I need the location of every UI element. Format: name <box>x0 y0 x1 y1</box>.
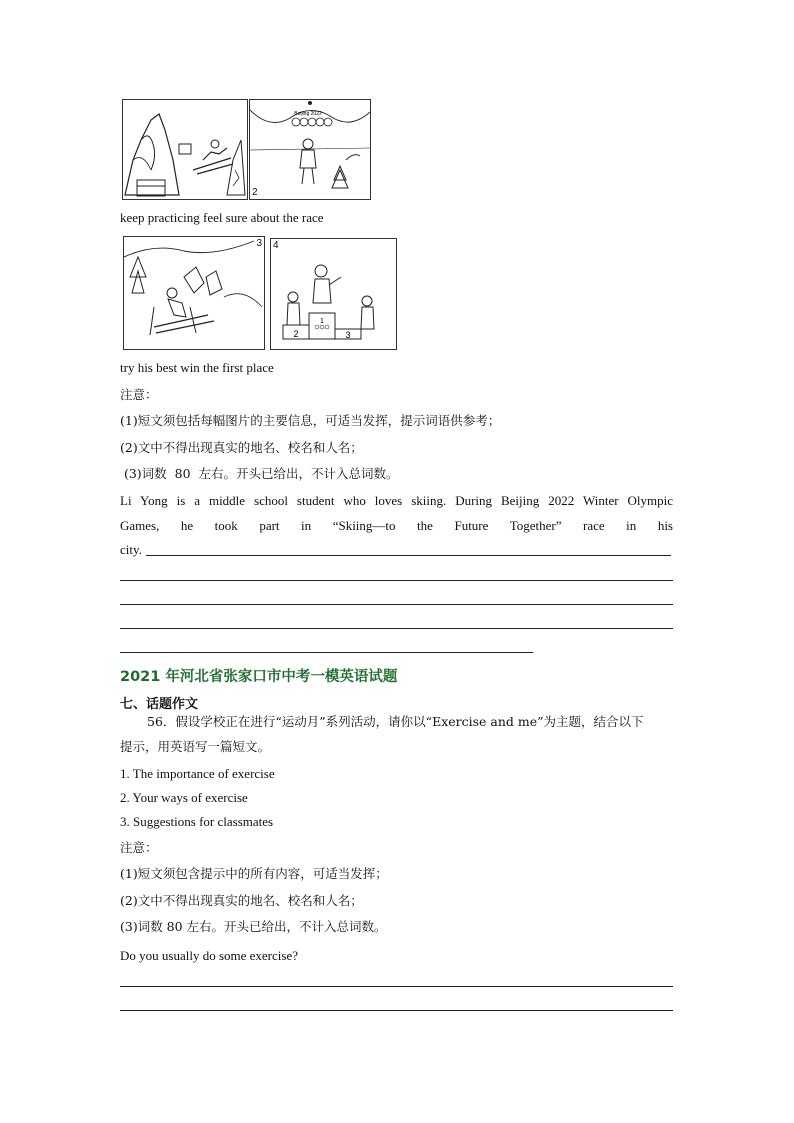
note-1-1: (1)短文须包括每幅图片的主要信息，可适当发挥，提示词语供参考； <box>120 413 501 428</box>
skier-training-drawing <box>124 237 264 349</box>
writing-line[interactable] <box>146 555 671 556</box>
picture-3-number: 3 <box>256 238 262 249</box>
writing-line[interactable] <box>120 628 673 629</box>
note-1-3: (3)词数 80 左右。开头已给出，不计入总词数。 <box>120 466 399 481</box>
writing-line[interactable] <box>120 604 673 605</box>
prompt-point-2: 2. Your ways of exercise <box>120 790 248 805</box>
skier-mountain-drawing <box>123 100 247 199</box>
notes-title-2: 注意： <box>120 840 158 855</box>
hint-words-row-2: try his best win the first place <box>120 360 274 375</box>
notes-title-1: 注意： <box>120 387 158 402</box>
picture-2-olympic-scene <box>249 99 371 200</box>
podium-second-label: 2 <box>293 329 299 339</box>
part-title: 七、话题作文 <box>120 697 199 712</box>
prompt-point-3: 3. Suggestions for classmates <box>120 814 274 829</box>
question-prompt-line-1: 56．假设学校正在进行“运动月”系列活动，请你以“Exercise and me”为主题，结合以下 <box>147 714 644 729</box>
note-2-3: (3)词数 80 左右。开头已给出，不计入总词数。 <box>120 919 387 934</box>
picture-4-number: 4 <box>273 240 279 251</box>
essay-opening-2: Do you usually do some exercise? <box>120 948 298 963</box>
note-1-2: (2)文中不得出现真实的地名、校名和人名； <box>120 440 363 455</box>
podium-first-label: 1 <box>320 318 324 325</box>
picture-2-number: 2 <box>252 187 258 198</box>
essay-opening-line-3: city. <box>120 542 142 557</box>
picture-4-podium-award <box>270 238 397 350</box>
writing-line[interactable] <box>120 1010 673 1011</box>
hint-words-row-1: keep practicing feel sure about the race <box>120 210 324 225</box>
picture-3-skier-training <box>123 236 265 350</box>
writing-line[interactable] <box>120 652 533 653</box>
note-2-1: (1)短文须包含提示中的所有内容，可适当发挥； <box>120 866 388 881</box>
note-2-2: (2)文中不得出现真实的地名、校名和人名； <box>120 893 363 908</box>
podium-award-drawing <box>271 239 396 349</box>
podium-third-label: 3 <box>345 330 351 340</box>
olympic-scene-drawing <box>250 100 370 199</box>
exam-title: 2021 年河北省张家口市中考一模英语试题 <box>120 669 398 685</box>
essay-opening-line-1: Li Yong is a middle school student who loves skiing. During Beijing 2022 Winter Olympic <box>120 493 673 508</box>
writing-line[interactable] <box>120 986 673 987</box>
essay-opening-line-2: Games, he took part in “Skiing—to the Future Together” race in his <box>120 518 673 533</box>
prompt-point-1: 1. The importance of exercise <box>120 766 275 781</box>
olympic-emblem-text: Beijing 2022 <box>294 111 322 117</box>
writing-line[interactable] <box>120 580 673 581</box>
question-prompt-line-2: 提示，用英语写一篇短文。 <box>120 739 271 754</box>
picture-1-skier-mountain <box>122 99 248 200</box>
